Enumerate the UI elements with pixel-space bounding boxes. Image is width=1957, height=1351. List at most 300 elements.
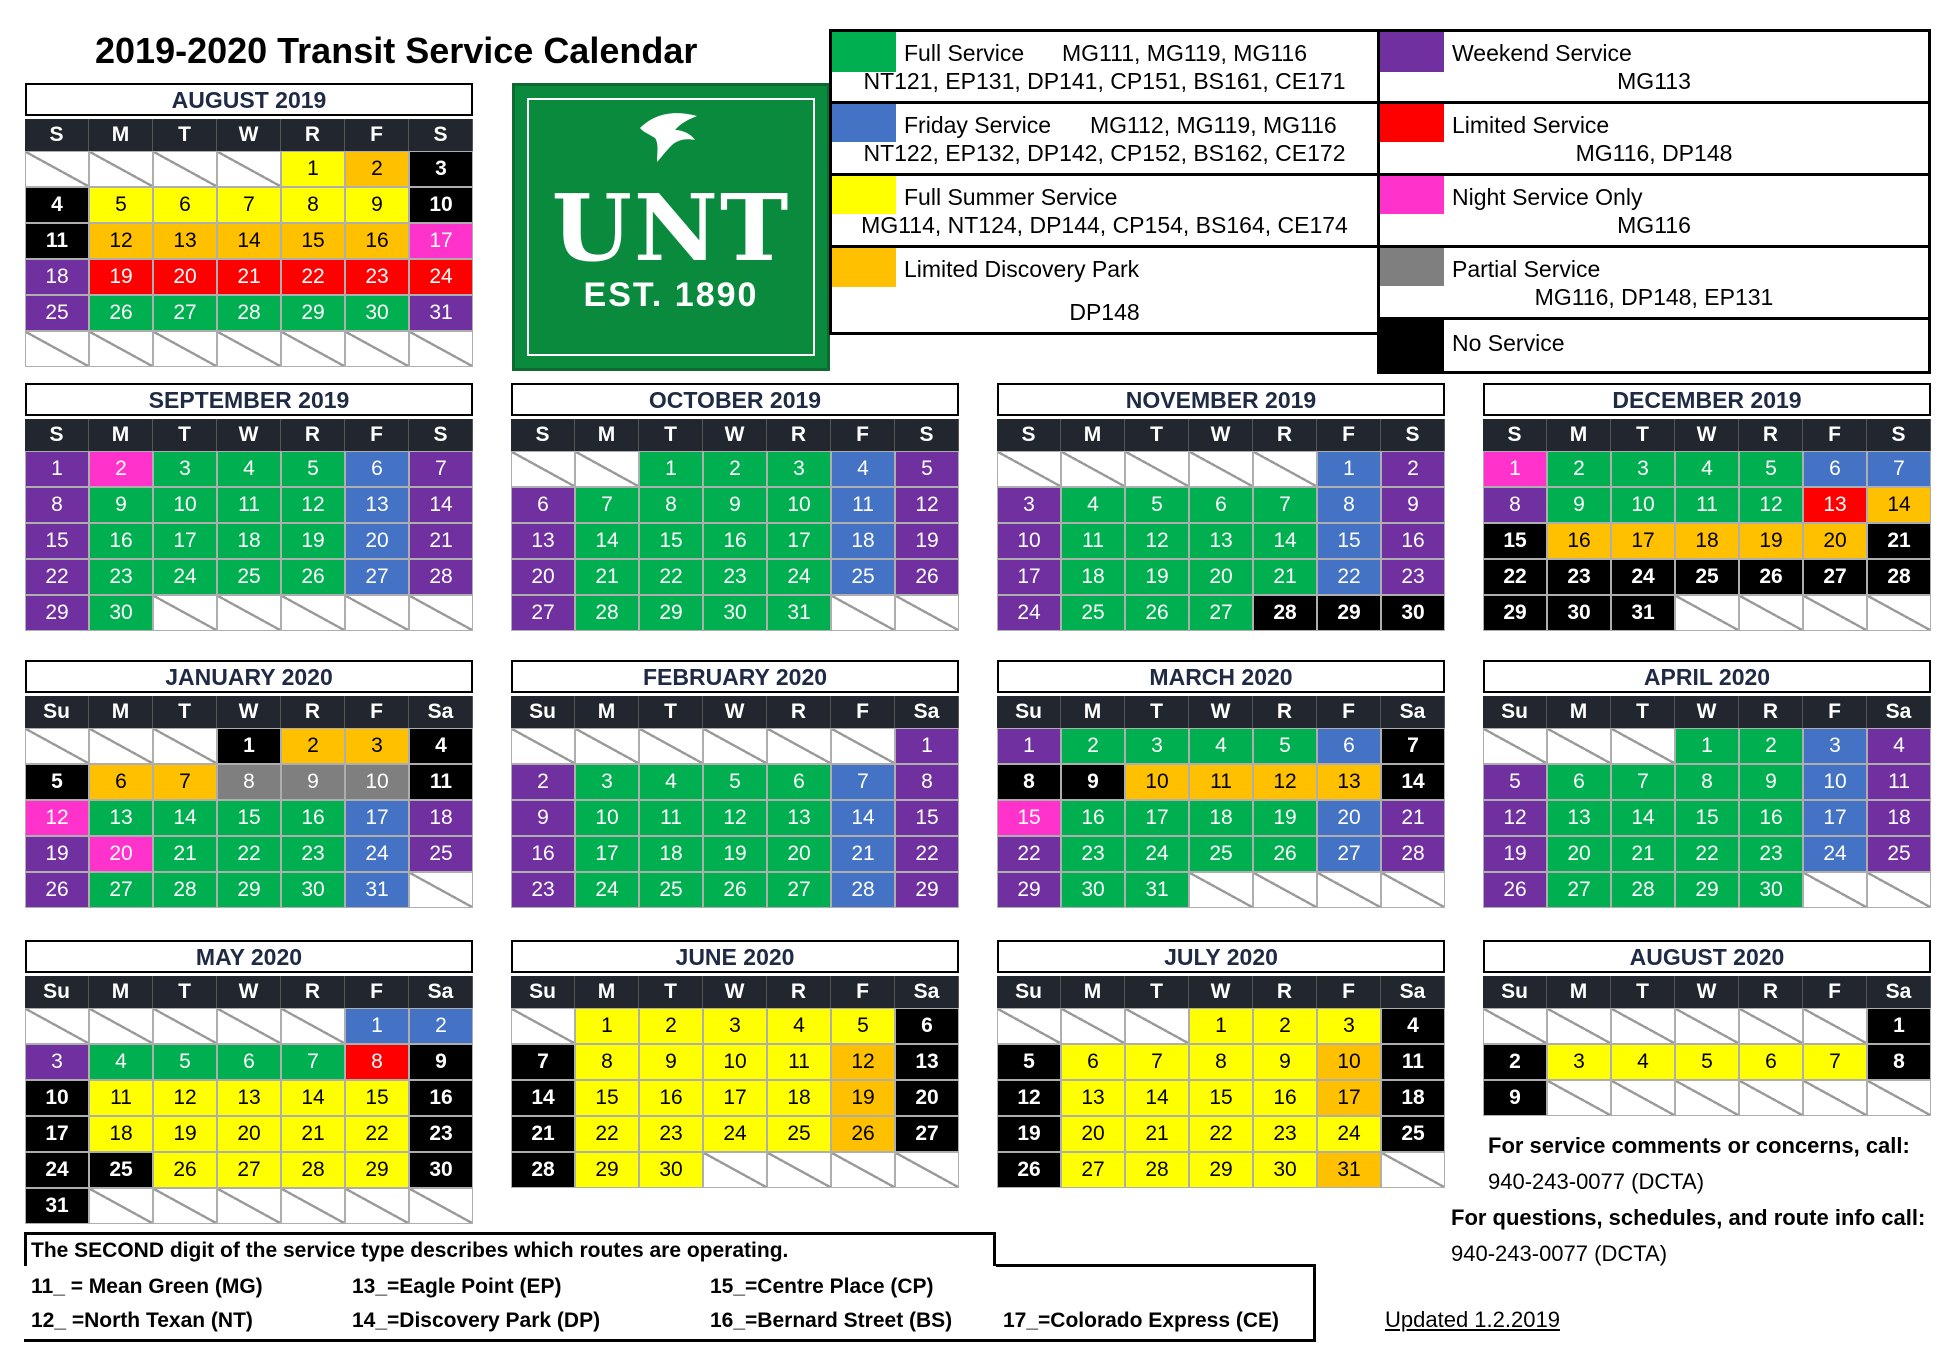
day-cell: 6 — [511, 487, 575, 523]
questions-label: For questions, schedules, and route info call: — [1451, 1205, 1926, 1230]
day-cell: 13 — [511, 523, 575, 559]
day-cell: 14 — [281, 1080, 345, 1116]
month-title: JANUARY 2020 — [25, 660, 473, 693]
day-cell: 6 — [1547, 764, 1611, 800]
day-cell: 19 — [1125, 559, 1189, 595]
weekday-header: F — [831, 419, 895, 451]
empty-day-cell — [89, 151, 153, 187]
month-calendar — [997, 660, 1445, 908]
day-cell: 18 — [217, 523, 281, 559]
day-cell: 26 — [831, 1116, 895, 1152]
day-cell: 27 — [217, 1152, 281, 1188]
day-cell: 25 — [89, 1152, 153, 1188]
month-grid — [511, 976, 959, 1188]
empty-day-cell — [1675, 1080, 1739, 1116]
day-cell: 27 — [511, 595, 575, 631]
month-title: AUGUST 2019 — [25, 83, 473, 116]
month-grid — [511, 696, 959, 908]
weekday-header: Sa — [895, 696, 959, 728]
day-cell: 12 — [1739, 487, 1803, 523]
day-cell: 17 — [345, 800, 409, 836]
day-cell: 10 — [997, 523, 1061, 559]
legend-night-service — [1380, 176, 1928, 248]
day-cell: 26 — [895, 559, 959, 595]
day-cell: 3 — [1317, 1008, 1381, 1044]
legend-routes: MG116, DP148, EP131 — [1534, 284, 1774, 310]
day-cell: 31 — [767, 595, 831, 631]
day-cell: 14 — [511, 1080, 575, 1116]
weekday-header: S — [25, 119, 89, 151]
day-cell: 2 — [511, 764, 575, 800]
day-cell: 6 — [1803, 451, 1867, 487]
day-cell: 18 — [1867, 800, 1931, 836]
weekday-header: R — [1739, 976, 1803, 1008]
day-cell: 25 — [767, 1116, 831, 1152]
day-cell: 11 — [409, 764, 473, 800]
month-grid — [997, 696, 1445, 908]
day-cell: 8 — [217, 764, 281, 800]
day-cell: 22 — [1317, 559, 1381, 595]
empty-day-cell — [25, 728, 89, 764]
day-cell: 2 — [1381, 451, 1445, 487]
legend-label: Partial Service — [1452, 256, 1601, 282]
empty-day-cell — [1125, 451, 1189, 487]
day-cell: 16 — [1381, 523, 1445, 559]
day-cell: 5 — [89, 187, 153, 223]
month-calendar — [25, 83, 473, 367]
legend-swatch — [832, 32, 896, 72]
day-cell: 17 — [1803, 800, 1867, 836]
day-cell: 8 — [639, 487, 703, 523]
legend-label: Limited Discovery Park — [904, 256, 1140, 282]
day-cell: 23 — [703, 559, 767, 595]
day-cell: 10 — [575, 800, 639, 836]
weekday-header: Su — [997, 696, 1061, 728]
weekday-header: W — [1189, 696, 1253, 728]
day-cell: 3 — [25, 1044, 89, 1080]
legend-discovery-park — [832, 248, 1377, 332]
empty-day-cell — [25, 331, 89, 367]
empty-day-cell — [1125, 1008, 1189, 1044]
day-cell: 5 — [1739, 451, 1803, 487]
day-cell: 1 — [1317, 451, 1381, 487]
day-cell: 21 — [575, 559, 639, 595]
day-cell: 7 — [1381, 728, 1445, 764]
month-calendar — [511, 940, 959, 1188]
day-cell: 13 — [345, 487, 409, 523]
day-cell: 15 — [25, 523, 89, 559]
day-cell: 31 — [345, 872, 409, 908]
day-cell: 30 — [1381, 595, 1445, 631]
weekday-header: M — [89, 976, 153, 1008]
day-cell: 11 — [639, 800, 703, 836]
day-cell: 29 — [639, 595, 703, 631]
day-cell: 18 — [767, 1080, 831, 1116]
weekday-header: R — [1253, 976, 1317, 1008]
weekday-header: S — [1867, 419, 1931, 451]
weekday-header: F — [1317, 419, 1381, 451]
day-cell: 12 — [89, 223, 153, 259]
day-cell: 31 — [1317, 1152, 1381, 1188]
empty-day-cell — [767, 728, 831, 764]
weekday-header: F — [1803, 696, 1867, 728]
day-cell: 22 — [345, 1116, 409, 1152]
legend-swatch — [832, 104, 896, 142]
day-cell: 29 — [345, 1152, 409, 1188]
day-cell: 2 — [639, 1008, 703, 1044]
month-title: DECEMBER 2019 — [1483, 383, 1931, 416]
updated-date: Updated 1.2.2019 — [1385, 1307, 1560, 1332]
weekday-header: F — [831, 696, 895, 728]
legend-swatch — [1380, 32, 1444, 72]
day-cell: 22 — [281, 259, 345, 295]
day-cell: 3 — [767, 451, 831, 487]
month-calendar — [25, 940, 473, 1224]
weekday-header: F — [345, 976, 409, 1008]
day-cell: 2 — [703, 451, 767, 487]
weekday-header: M — [575, 696, 639, 728]
day-cell: 28 — [409, 559, 473, 595]
weekday-header: S — [1381, 419, 1445, 451]
day-cell: 18 — [1381, 1080, 1445, 1116]
day-cell: 23 — [409, 1116, 473, 1152]
legend-routes: MG116, DP148 — [1575, 140, 1733, 166]
legend-label: Limited Service — [1452, 112, 1610, 138]
month-title: NOVEMBER 2019 — [997, 383, 1445, 416]
legend-routes: MG114, NT124, DP144, CP154, BS164, CE174 — [861, 212, 1348, 238]
day-cell: 8 — [281, 187, 345, 223]
day-cell: 7 — [1867, 451, 1931, 487]
day-cell: 30 — [409, 1152, 473, 1188]
day-cell: 17 — [1317, 1080, 1381, 1116]
weekday-header: S — [511, 419, 575, 451]
month-calendar — [511, 660, 959, 908]
month-title: SEPTEMBER 2019 — [25, 383, 473, 416]
day-cell: 4 — [1189, 728, 1253, 764]
day-cell: 9 — [1381, 487, 1445, 523]
day-cell: 26 — [153, 1152, 217, 1188]
day-cell: 7 — [281, 1044, 345, 1080]
route-key-item: 15_=Centre Place (CP) — [710, 1275, 934, 1298]
weekday-header: M — [575, 976, 639, 1008]
route-key-item: 17_=Colorado Express (CE) — [1003, 1309, 1280, 1332]
weekday-header: Su — [1483, 696, 1547, 728]
empty-day-cell — [153, 331, 217, 367]
day-cell: 30 — [281, 872, 345, 908]
route-key-item: 12_ =North Texan (NT) — [31, 1309, 253, 1332]
day-cell: 6 — [1317, 728, 1381, 764]
logo-wordmark: UNT — [551, 174, 791, 282]
day-cell: 25 — [409, 836, 473, 872]
day-cell: 15 — [575, 1080, 639, 1116]
day-cell: 22 — [1189, 1116, 1253, 1152]
day-cell: 22 — [1483, 559, 1547, 595]
legend-routes: MG113 — [1617, 68, 1691, 94]
day-cell: 18 — [1675, 523, 1739, 559]
day-cell: 4 — [1675, 451, 1739, 487]
weekday-header: M — [575, 419, 639, 451]
day-cell: 30 — [345, 295, 409, 331]
day-cell: 19 — [1739, 523, 1803, 559]
day-cell: 31 — [1125, 872, 1189, 908]
weekday-header: T — [153, 419, 217, 451]
day-cell: 23 — [281, 836, 345, 872]
legend-label: Full Service — [904, 40, 1025, 66]
day-cell: 18 — [1189, 800, 1253, 836]
legend-swatch — [1380, 176, 1444, 214]
month-grid — [25, 419, 473, 631]
day-cell: 6 — [1739, 1044, 1803, 1080]
day-cell: 27 — [345, 559, 409, 595]
day-cell: 28 — [575, 595, 639, 631]
empty-day-cell — [703, 728, 767, 764]
day-cell: 9 — [639, 1044, 703, 1080]
day-cell: 27 — [1317, 836, 1381, 872]
day-cell: 26 — [997, 1152, 1061, 1188]
empty-day-cell — [1253, 872, 1317, 908]
day-cell: 2 — [1483, 1044, 1547, 1080]
day-cell: 4 — [25, 187, 89, 223]
day-cell: 25 — [831, 559, 895, 595]
weekday-header: F — [1317, 976, 1381, 1008]
weekday-header: F — [345, 696, 409, 728]
day-cell: 21 — [1253, 559, 1317, 595]
day-cell: 9 — [703, 487, 767, 523]
day-cell: 29 — [25, 595, 89, 631]
day-cell: 23 — [345, 259, 409, 295]
day-cell: 8 — [1867, 1044, 1931, 1080]
month-grid — [997, 976, 1445, 1188]
day-cell: 19 — [153, 1116, 217, 1152]
day-cell: 1 — [281, 151, 345, 187]
legend-weekend-service — [1380, 32, 1928, 104]
logo-est: EST. 1890 — [583, 276, 759, 314]
empty-day-cell — [409, 331, 473, 367]
day-cell: 3 — [153, 451, 217, 487]
month-grid — [1483, 976, 1931, 1116]
legend-routes: MG111, MG119, MG116 — [1062, 40, 1308, 66]
day-cell: 11 — [25, 223, 89, 259]
empty-day-cell — [1317, 872, 1381, 908]
day-cell: 29 — [281, 295, 345, 331]
day-cell: 4 — [1611, 1044, 1675, 1080]
month-title: MARCH 2020 — [997, 660, 1445, 693]
day-cell: 28 — [217, 295, 281, 331]
day-cell: 8 — [575, 1044, 639, 1080]
empty-day-cell — [1547, 1008, 1611, 1044]
day-cell: 24 — [1317, 1116, 1381, 1152]
day-cell: 13 — [89, 800, 153, 836]
day-cell: 7 — [1803, 1044, 1867, 1080]
day-cell: 14 — [1611, 800, 1675, 836]
day-cell: 20 — [153, 259, 217, 295]
day-cell: 13 — [1317, 764, 1381, 800]
weekday-header: T — [1611, 419, 1675, 451]
weekday-header: T — [153, 119, 217, 151]
empty-day-cell — [1253, 451, 1317, 487]
legend-routes: DP148 — [1069, 299, 1140, 325]
day-cell: 29 — [1483, 595, 1547, 631]
day-cell: 20 — [1061, 1116, 1125, 1152]
day-cell: 4 — [1061, 487, 1125, 523]
legend-label: No Service — [1452, 330, 1565, 356]
day-cell: 22 — [575, 1116, 639, 1152]
day-cell: 9 — [89, 487, 153, 523]
day-cell: 3 — [575, 764, 639, 800]
legend-routes: NT122, EP132, DP142, CP152, BS162, CE172 — [863, 140, 1346, 166]
day-cell: 6 — [1189, 487, 1253, 523]
empty-day-cell — [1483, 728, 1547, 764]
legend-routes: NT121, EP131, DP141, CP151, BS161, CE171 — [863, 68, 1346, 94]
day-cell: 18 — [831, 523, 895, 559]
day-cell: 5 — [281, 451, 345, 487]
route-key-item: 14_=Discovery Park (DP) — [352, 1309, 601, 1332]
day-cell: 24 — [703, 1116, 767, 1152]
empty-day-cell — [1189, 451, 1253, 487]
day-cell: 29 — [895, 872, 959, 908]
day-cell: 7 — [153, 764, 217, 800]
empty-day-cell — [153, 595, 217, 631]
month-grid — [511, 419, 959, 631]
day-cell: 16 — [1253, 1080, 1317, 1116]
day-cell: 18 — [639, 836, 703, 872]
day-cell: 10 — [767, 487, 831, 523]
empty-day-cell — [409, 595, 473, 631]
day-cell: 31 — [25, 1188, 89, 1224]
weekday-header: F — [831, 976, 895, 1008]
day-cell: 1 — [1675, 728, 1739, 764]
empty-day-cell — [1803, 872, 1867, 908]
day-cell: 30 — [703, 595, 767, 631]
day-cell: 5 — [1125, 487, 1189, 523]
comments-phone: 940-243-0077 (DCTA) — [1488, 1169, 1705, 1194]
empty-day-cell — [153, 1008, 217, 1044]
day-cell: 6 — [895, 1008, 959, 1044]
weekday-header: Sa — [409, 976, 473, 1008]
day-cell: 23 — [1739, 836, 1803, 872]
day-cell: 8 — [1317, 487, 1381, 523]
day-cell: 13 — [153, 223, 217, 259]
day-cell: 19 — [1483, 836, 1547, 872]
day-cell: 14 — [575, 523, 639, 559]
day-cell: 9 — [345, 187, 409, 223]
day-cell: 2 — [1061, 728, 1125, 764]
day-cell: 20 — [345, 523, 409, 559]
day-cell: 9 — [409, 1044, 473, 1080]
empty-day-cell — [345, 595, 409, 631]
day-cell: 27 — [89, 872, 153, 908]
empty-day-cell — [153, 1188, 217, 1224]
day-cell: 16 — [511, 836, 575, 872]
weekday-header: W — [1675, 419, 1739, 451]
empty-day-cell — [89, 331, 153, 367]
day-cell: 7 — [575, 487, 639, 523]
day-cell: 9 — [1483, 1080, 1547, 1116]
legend-friday-service — [832, 104, 1377, 176]
day-cell: 27 — [767, 872, 831, 908]
day-cell: 16 — [281, 800, 345, 836]
day-cell: 8 — [1189, 1044, 1253, 1080]
empty-day-cell — [1803, 1080, 1867, 1116]
day-cell: 24 — [1125, 836, 1189, 872]
day-cell: 25 — [1867, 836, 1931, 872]
empty-day-cell — [895, 595, 959, 631]
empty-day-cell — [511, 1008, 575, 1044]
day-cell: 3 — [997, 487, 1061, 523]
day-cell: 30 — [1547, 595, 1611, 631]
day-cell: 11 — [1189, 764, 1253, 800]
day-cell: 17 — [1125, 800, 1189, 836]
empty-day-cell — [1381, 872, 1445, 908]
weekday-header: W — [1189, 419, 1253, 451]
day-cell: 4 — [831, 451, 895, 487]
day-cell: 5 — [703, 764, 767, 800]
day-cell: 5 — [25, 764, 89, 800]
day-cell: 20 — [767, 836, 831, 872]
weekday-header: T — [639, 696, 703, 728]
day-cell: 21 — [1125, 1116, 1189, 1152]
legend-swatch — [1380, 248, 1444, 286]
weekday-header: M — [1547, 696, 1611, 728]
legend-right — [1377, 29, 1931, 374]
weekday-header: R — [281, 696, 345, 728]
weekday-header: F — [345, 419, 409, 451]
day-cell: 25 — [639, 872, 703, 908]
day-cell: 28 — [1867, 559, 1931, 595]
weekday-header: W — [703, 976, 767, 1008]
month-title: JULY 2020 — [997, 940, 1445, 973]
weekday-header: W — [217, 976, 281, 1008]
legend-label: Weekend Service — [1452, 40, 1632, 66]
empty-day-cell — [1611, 728, 1675, 764]
empty-day-cell — [1867, 872, 1931, 908]
day-cell: 16 — [409, 1080, 473, 1116]
legend-limited-service — [1380, 104, 1928, 176]
day-cell: 28 — [1611, 872, 1675, 908]
weekday-header: T — [1125, 976, 1189, 1008]
day-cell: 6 — [89, 764, 153, 800]
day-cell: 29 — [997, 872, 1061, 908]
day-cell: 27 — [1061, 1152, 1125, 1188]
day-cell: 15 — [281, 223, 345, 259]
day-cell: 26 — [703, 872, 767, 908]
day-cell: 27 — [1803, 559, 1867, 595]
day-cell: 8 — [1675, 764, 1739, 800]
weekday-header: M — [89, 119, 153, 151]
day-cell: 5 — [1675, 1044, 1739, 1080]
month-title: MAY 2020 — [25, 940, 473, 973]
legend-left — [829, 29, 1377, 335]
day-cell: 29 — [1675, 872, 1739, 908]
month-grid — [1483, 419, 1931, 631]
day-cell: 24 — [409, 259, 473, 295]
weekday-header: M — [1061, 419, 1125, 451]
day-cell: 1 — [997, 728, 1061, 764]
day-cell: 15 — [1189, 1080, 1253, 1116]
day-cell: 26 — [1125, 595, 1189, 631]
weekday-header: R — [1253, 696, 1317, 728]
weekday-header: S — [409, 119, 473, 151]
empty-day-cell — [217, 151, 281, 187]
day-cell: 2 — [1253, 1008, 1317, 1044]
month-title: OCTOBER 2019 — [511, 383, 959, 416]
day-cell: 23 — [1547, 559, 1611, 595]
day-cell: 6 — [345, 451, 409, 487]
day-cell: 28 — [1253, 595, 1317, 631]
day-cell: 19 — [703, 836, 767, 872]
empty-day-cell — [1867, 1080, 1931, 1116]
day-cell: 19 — [997, 1116, 1061, 1152]
